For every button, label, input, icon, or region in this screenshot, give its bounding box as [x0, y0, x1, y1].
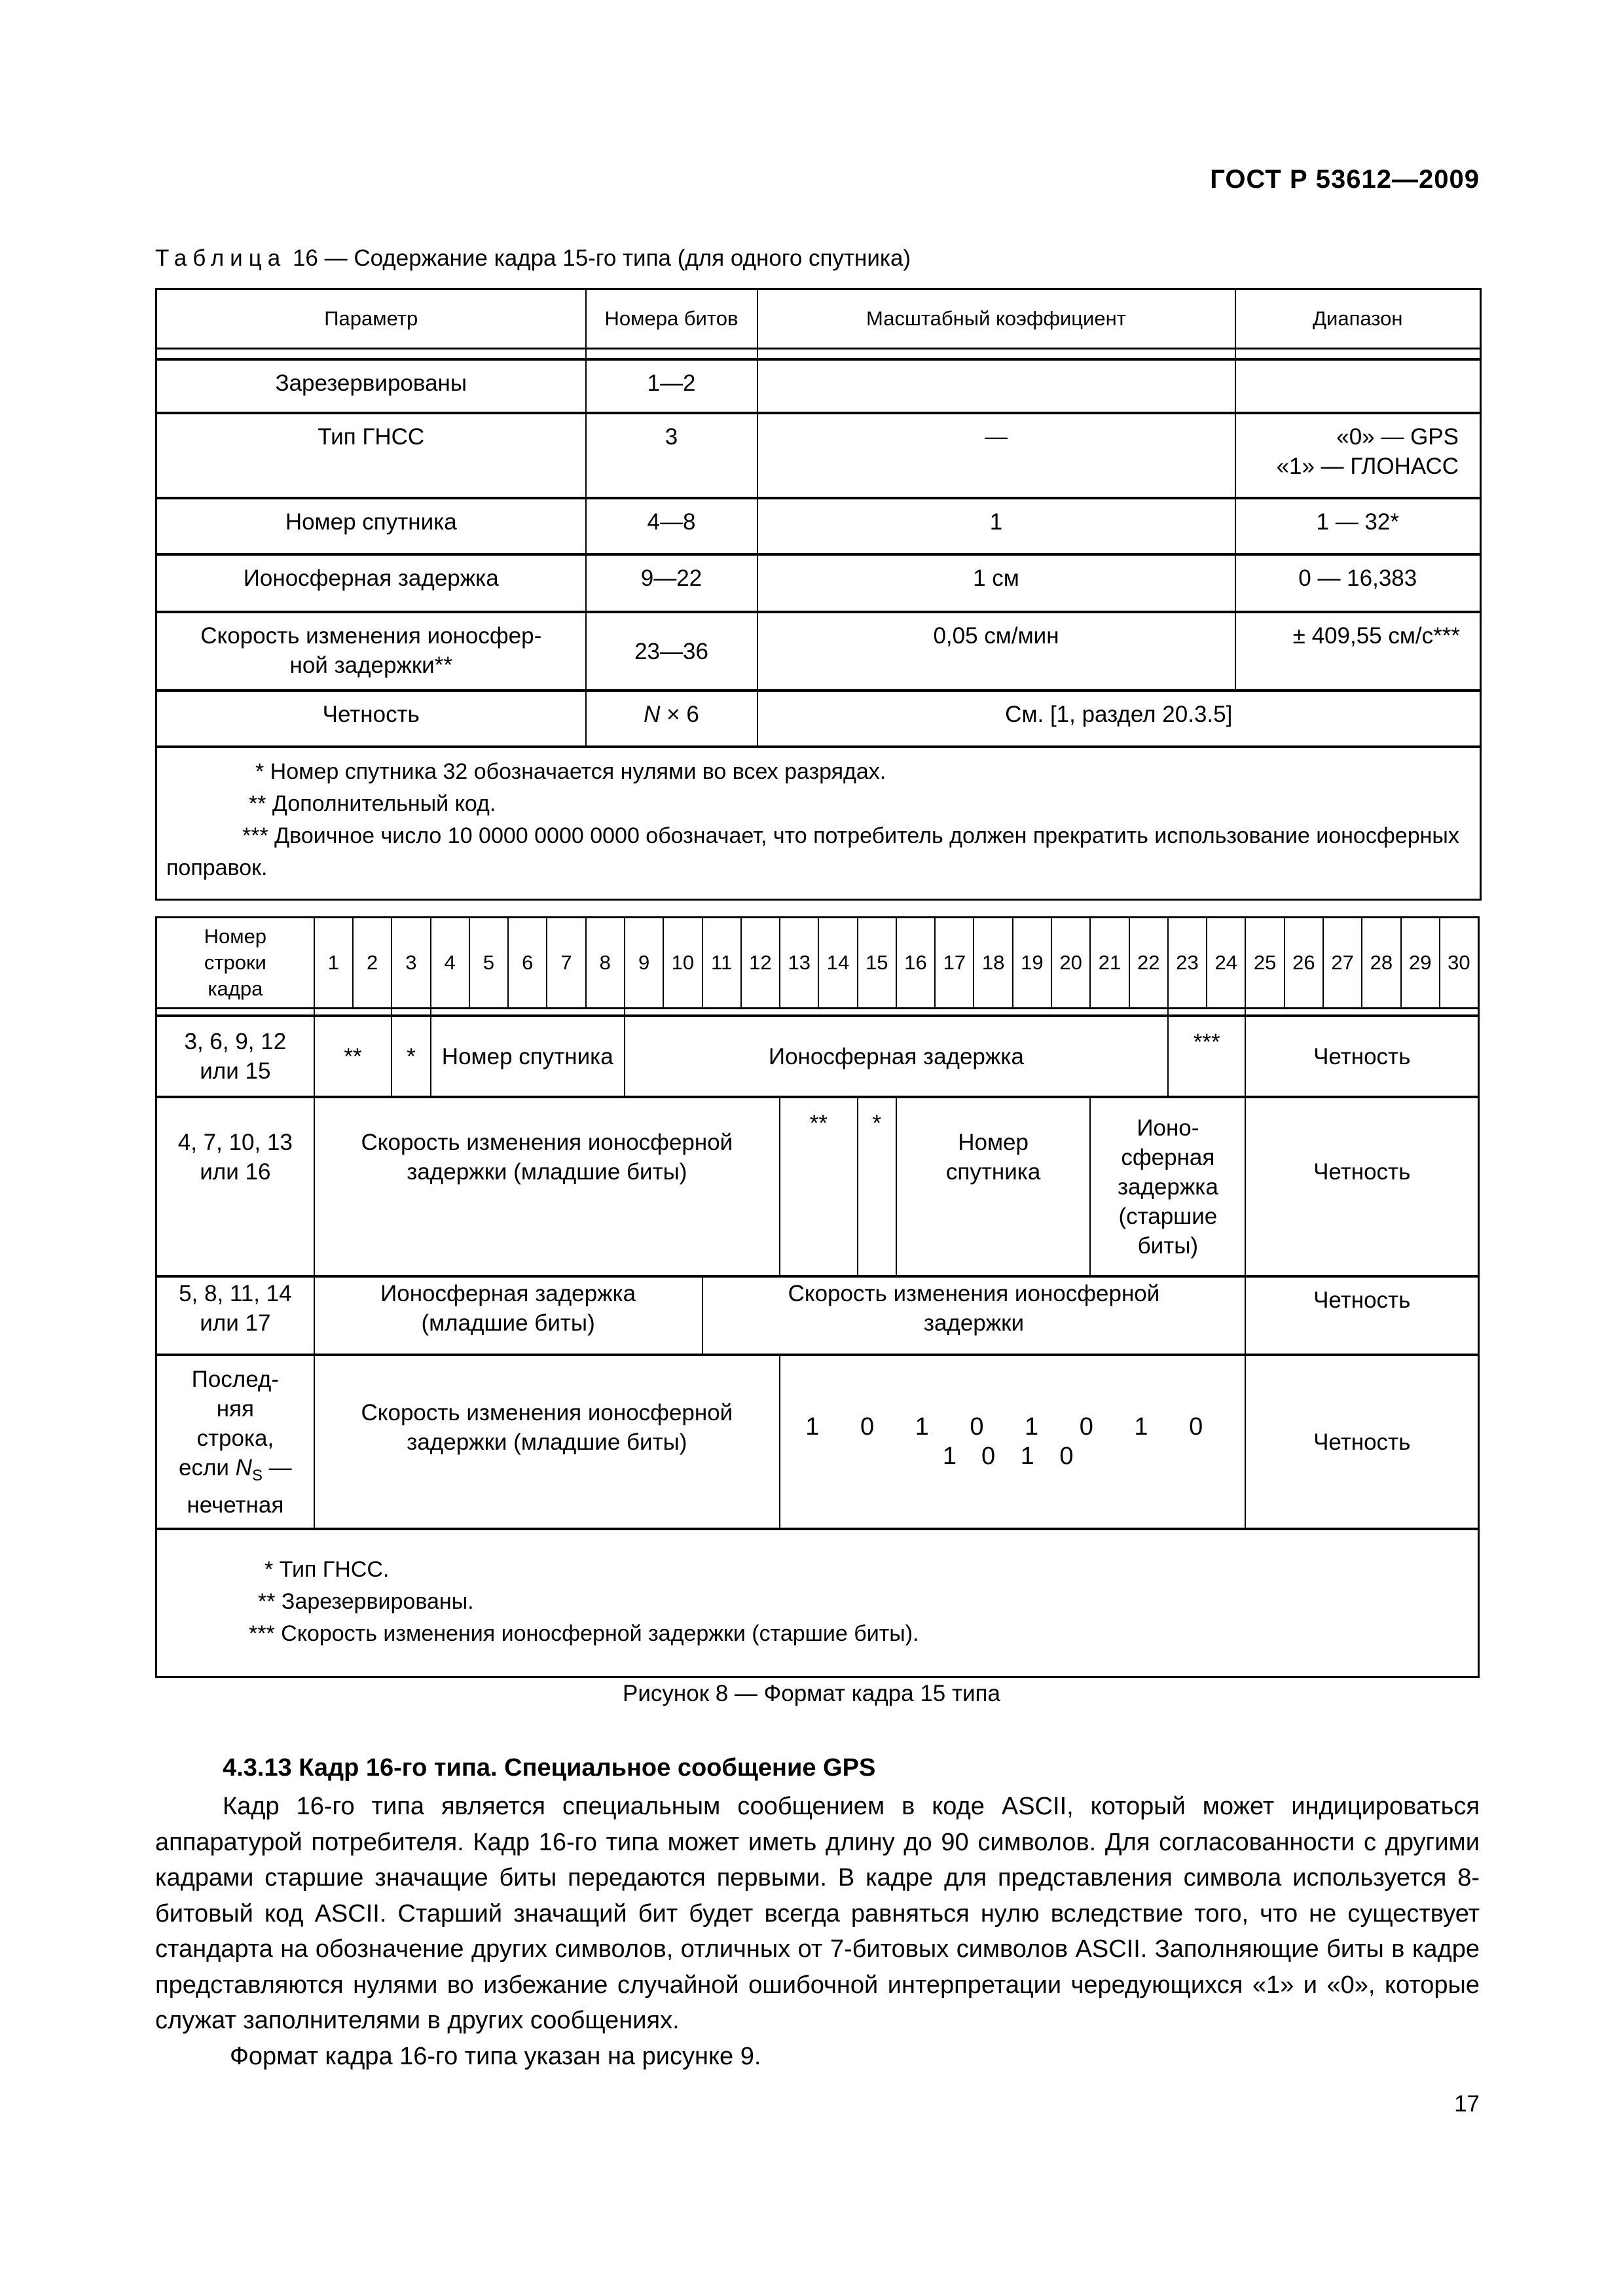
- field-parity: [1245, 1097, 1478, 1276]
- cell-range: 1 — 32*: [1235, 498, 1481, 554]
- header-line: строки: [204, 951, 266, 974]
- field-gnss-type: *: [858, 1097, 896, 1276]
- cell-parameter: Ионосферная задержка: [156, 554, 586, 612]
- field-rate-lsb: [314, 1355, 780, 1529]
- table-caption-label: Таблица: [155, 245, 287, 271]
- frame-row: [156, 1355, 1479, 1529]
- cell-bits: 1—2: [586, 359, 757, 413]
- table-caption-title: 16 — Содержание кадра 15-го типа (для одного спутника): [286, 245, 911, 271]
- label-text: —: [262, 1454, 292, 1480]
- figure-8-frame-format: [155, 916, 1480, 1678]
- figure-note: ** Зарезервированы.: [258, 1589, 474, 1614]
- header-separator: [156, 1009, 1479, 1016]
- header-line: Номер: [204, 925, 267, 948]
- bit-number: 15: [858, 918, 896, 1009]
- row-label: [156, 1097, 314, 1276]
- cell-bits: 4—8: [586, 498, 757, 554]
- table-note: [166, 820, 1470, 884]
- table-row: [156, 413, 1481, 498]
- field-fill-pattern: [780, 1355, 1245, 1529]
- label-line: 5, 8, 11, 14: [179, 1281, 292, 1306]
- cell-scale: 1 см: [757, 554, 1235, 612]
- label-line: строка,: [196, 1425, 274, 1451]
- bit-number: 7: [547, 918, 585, 1009]
- cell-parameter: Номер спутника: [156, 498, 586, 554]
- bit-number: 16: [896, 918, 935, 1009]
- cell-range: 0 — 16,383: [1235, 554, 1481, 612]
- field-satellite-number: Номер спутника: [431, 1016, 625, 1097]
- figure-note: * Тип ГНСС.: [264, 1557, 390, 1582]
- field-text: Номер спутника: [945, 1130, 1041, 1185]
- bit-number: 9: [625, 918, 663, 1009]
- header-separator: [156, 349, 1481, 360]
- field-text: Скорость изменения ионосферной задержки (младшие биты): [361, 1399, 733, 1455]
- bit-number: 29: [1401, 918, 1440, 1009]
- fill-bits: 1 0 1 0 1 0 1 0 1: [805, 1413, 1220, 1470]
- label-line: или 17: [200, 1310, 271, 1336]
- table-row: [156, 554, 1481, 612]
- frame-row: [156, 1016, 1479, 1097]
- bit-number: 19: [1013, 918, 1051, 1009]
- figure-notes: [156, 1529, 1479, 1677]
- paragraph: Кадр 16-го типа является специальным сообщением в коде ASCII, который может индицироваться аппаратурой потребителя. Кадр 16-го типа может иметь длину до 90 символов. Для согласованности с другими кадрами старшие значащие биты передаются первыми. В кадре для представления символа используется 8-битовый код ASCII. Старший значащий бит будет всегда равняться нулю вследствие того, что не существует стандарта на обозначение других символов, отличных от 7-битовых символов ASCII. Заполняющие биты в кадре представляются нулями во избежание случайной ошибочной интерпретации чередующихся «1» и «0», которые служат заполнителями в других сообщениях.: [155, 1793, 1480, 2034]
- page-number: 17: [1454, 2091, 1480, 2117]
- row-label: [156, 1355, 314, 1529]
- table-caption: [155, 245, 911, 272]
- cell-range: [1235, 413, 1481, 498]
- bit-header-row: [156, 918, 1479, 1009]
- fill-bits: 0 1 0: [981, 1443, 1083, 1470]
- table-notes: [156, 747, 1481, 900]
- column-header-parameter: Параметр: [156, 289, 586, 349]
- table-row: [156, 498, 1481, 554]
- cell-scale: —: [757, 413, 1235, 498]
- bit-number: 23: [1168, 918, 1207, 1009]
- bit-number: 8: [586, 918, 625, 1009]
- cell-range: [1235, 359, 1481, 413]
- bit-number: 12: [741, 918, 780, 1009]
- var-n: N: [644, 702, 661, 727]
- paragraph: Формат кадра 16-го типа указан на рисунке 9.: [230, 2042, 761, 2070]
- cell-parameter: Четность: [156, 691, 586, 747]
- parameter-line: ной задержки**: [289, 653, 452, 678]
- table-notes-row: [156, 747, 1481, 900]
- table-row: [156, 612, 1481, 691]
- table-note: * Номер спутника 32 обозначается нулями во всех разрядах.: [255, 759, 886, 784]
- field-rate-lsb: [314, 1097, 780, 1276]
- range-line: «1» — ГЛОНАСС: [1276, 454, 1459, 479]
- bit-number: 26: [1285, 918, 1323, 1009]
- bit-number: 20: [1051, 918, 1090, 1009]
- label-line: 4, 7, 10, 13: [177, 1130, 293, 1155]
- field-parity: Четность: [1245, 1276, 1478, 1355]
- row-label: [156, 1016, 314, 1097]
- bit-number: 5: [469, 918, 508, 1009]
- table-row: [156, 691, 1481, 747]
- cell-bits: [586, 691, 757, 747]
- cell-bits: 23—36: [586, 612, 757, 691]
- frame-row: [156, 1276, 1479, 1355]
- field-reserved: **: [314, 1016, 392, 1097]
- field-text: Четность: [1313, 1159, 1411, 1185]
- var-n: N: [235, 1454, 252, 1480]
- table-note: ** Дополнительный код.: [249, 791, 496, 816]
- figure-caption: Рисунок 8 — Формат кадра 15 типа: [623, 1681, 1000, 1706]
- field-rate: [702, 1276, 1246, 1355]
- row-label: [156, 1276, 314, 1355]
- cell-scale-range: См. [1, раздел 20.3.5]: [757, 691, 1481, 747]
- bit-number: 13: [780, 918, 818, 1009]
- field-parity: Четность: [1245, 1355, 1478, 1529]
- table-16: [155, 288, 1482, 901]
- bit-number: 17: [935, 918, 974, 1009]
- field-satellite-number: [896, 1097, 1090, 1276]
- label-line: няя: [216, 1395, 254, 1422]
- row-number-header: [156, 918, 314, 1009]
- bit-number: 2: [353, 918, 392, 1009]
- column-header-range: Диапазон: [1235, 289, 1481, 349]
- bit-number: 1: [314, 918, 353, 1009]
- field-text: Скорость изменения ионосферной задержки (младшие биты): [361, 1130, 733, 1185]
- cell-scale: 1: [757, 498, 1235, 554]
- label-line: или 16: [200, 1159, 271, 1185]
- label-line: 3, 6, 9, 12: [184, 1029, 287, 1054]
- label-text: если: [178, 1454, 236, 1480]
- bit-number: 3: [392, 918, 430, 1009]
- bit-number: 22: [1129, 918, 1168, 1009]
- cell-parameter: Зарезервированы: [156, 359, 586, 413]
- cell-bits: 3: [586, 413, 757, 498]
- frame-row: [156, 1097, 1479, 1276]
- label-line: [157, 1453, 314, 1490]
- field-text: Скорость изменения ионосферной задержки: [788, 1281, 1160, 1336]
- field-text: Ионо-сферная задержка (старшие биты): [1117, 1115, 1218, 1259]
- field-gnss-type: *: [392, 1016, 430, 1097]
- field-parity: Четность: [1245, 1016, 1478, 1097]
- cell-scale: 0,05 см/мин: [757, 612, 1235, 691]
- figure-note: *** Скорость изменения ионосферной задержки (старшие биты).: [249, 1621, 919, 1646]
- bit-number: 4: [431, 918, 469, 1009]
- bit-number: 27: [1323, 918, 1362, 1009]
- bit-number: 18: [974, 918, 1012, 1009]
- bit-number: 25: [1245, 918, 1284, 1009]
- bit-number: 28: [1362, 918, 1400, 1009]
- bit-number: 14: [818, 918, 857, 1009]
- body-text: [155, 1789, 1480, 2074]
- label-line: Послед-: [191, 1366, 279, 1392]
- table-note-text: *** Двоичное число 10 0000 0000 0000 обозначает, что потребитель должен прекратить использование ионосферных поправок.: [166, 823, 1459, 880]
- bit-number: 10: [663, 918, 702, 1009]
- bit-number: 6: [508, 918, 547, 1009]
- table-row: [156, 359, 1481, 413]
- column-header-bits: Номера битов: [586, 289, 757, 349]
- field-reserved: **: [780, 1097, 858, 1276]
- bit-number: 21: [1090, 918, 1129, 1009]
- cell-range: ± 409,55 см/с***: [1235, 612, 1481, 691]
- document-header: ГОСТ Р 53612—2009: [1210, 165, 1480, 194]
- bit-number: 30: [1440, 918, 1479, 1009]
- cell-parameter: [156, 612, 586, 691]
- range-line: «0» — GPS: [1336, 424, 1459, 450]
- bit-number: 24: [1207, 918, 1245, 1009]
- parameter-line: Скорость изменения ионосфер-: [200, 623, 542, 649]
- section-heading: 4.3.13 Кадр 16-го типа. Специальное сообщение GPS: [223, 1754, 876, 1782]
- field-iono-delay: Ионосферная задержка: [625, 1016, 1168, 1097]
- var-subscript: S: [251, 1466, 263, 1484]
- label-line: или 15: [200, 1058, 271, 1084]
- table-header-row: [156, 289, 1481, 349]
- label-line: нечетная: [187, 1492, 284, 1518]
- cell-parameter: Тип ГНСС: [156, 413, 586, 498]
- field-rate-msb: ***: [1168, 1016, 1246, 1097]
- field-iono-delay-lsb: [314, 1276, 702, 1355]
- cell-bits: 9—22: [586, 554, 757, 612]
- field-text: Ионосферная задержка (младшие биты): [380, 1281, 636, 1336]
- cell-scale: [757, 359, 1235, 413]
- bit-number: 11: [702, 918, 741, 1009]
- field-iono-delay-msb: [1090, 1097, 1245, 1276]
- figure-notes-row: [156, 1529, 1479, 1677]
- column-header-scale: Масштабный коэффициент: [757, 289, 1235, 349]
- header-line: кадра: [208, 977, 263, 1000]
- bits-multiplier: × 6: [660, 702, 699, 727]
